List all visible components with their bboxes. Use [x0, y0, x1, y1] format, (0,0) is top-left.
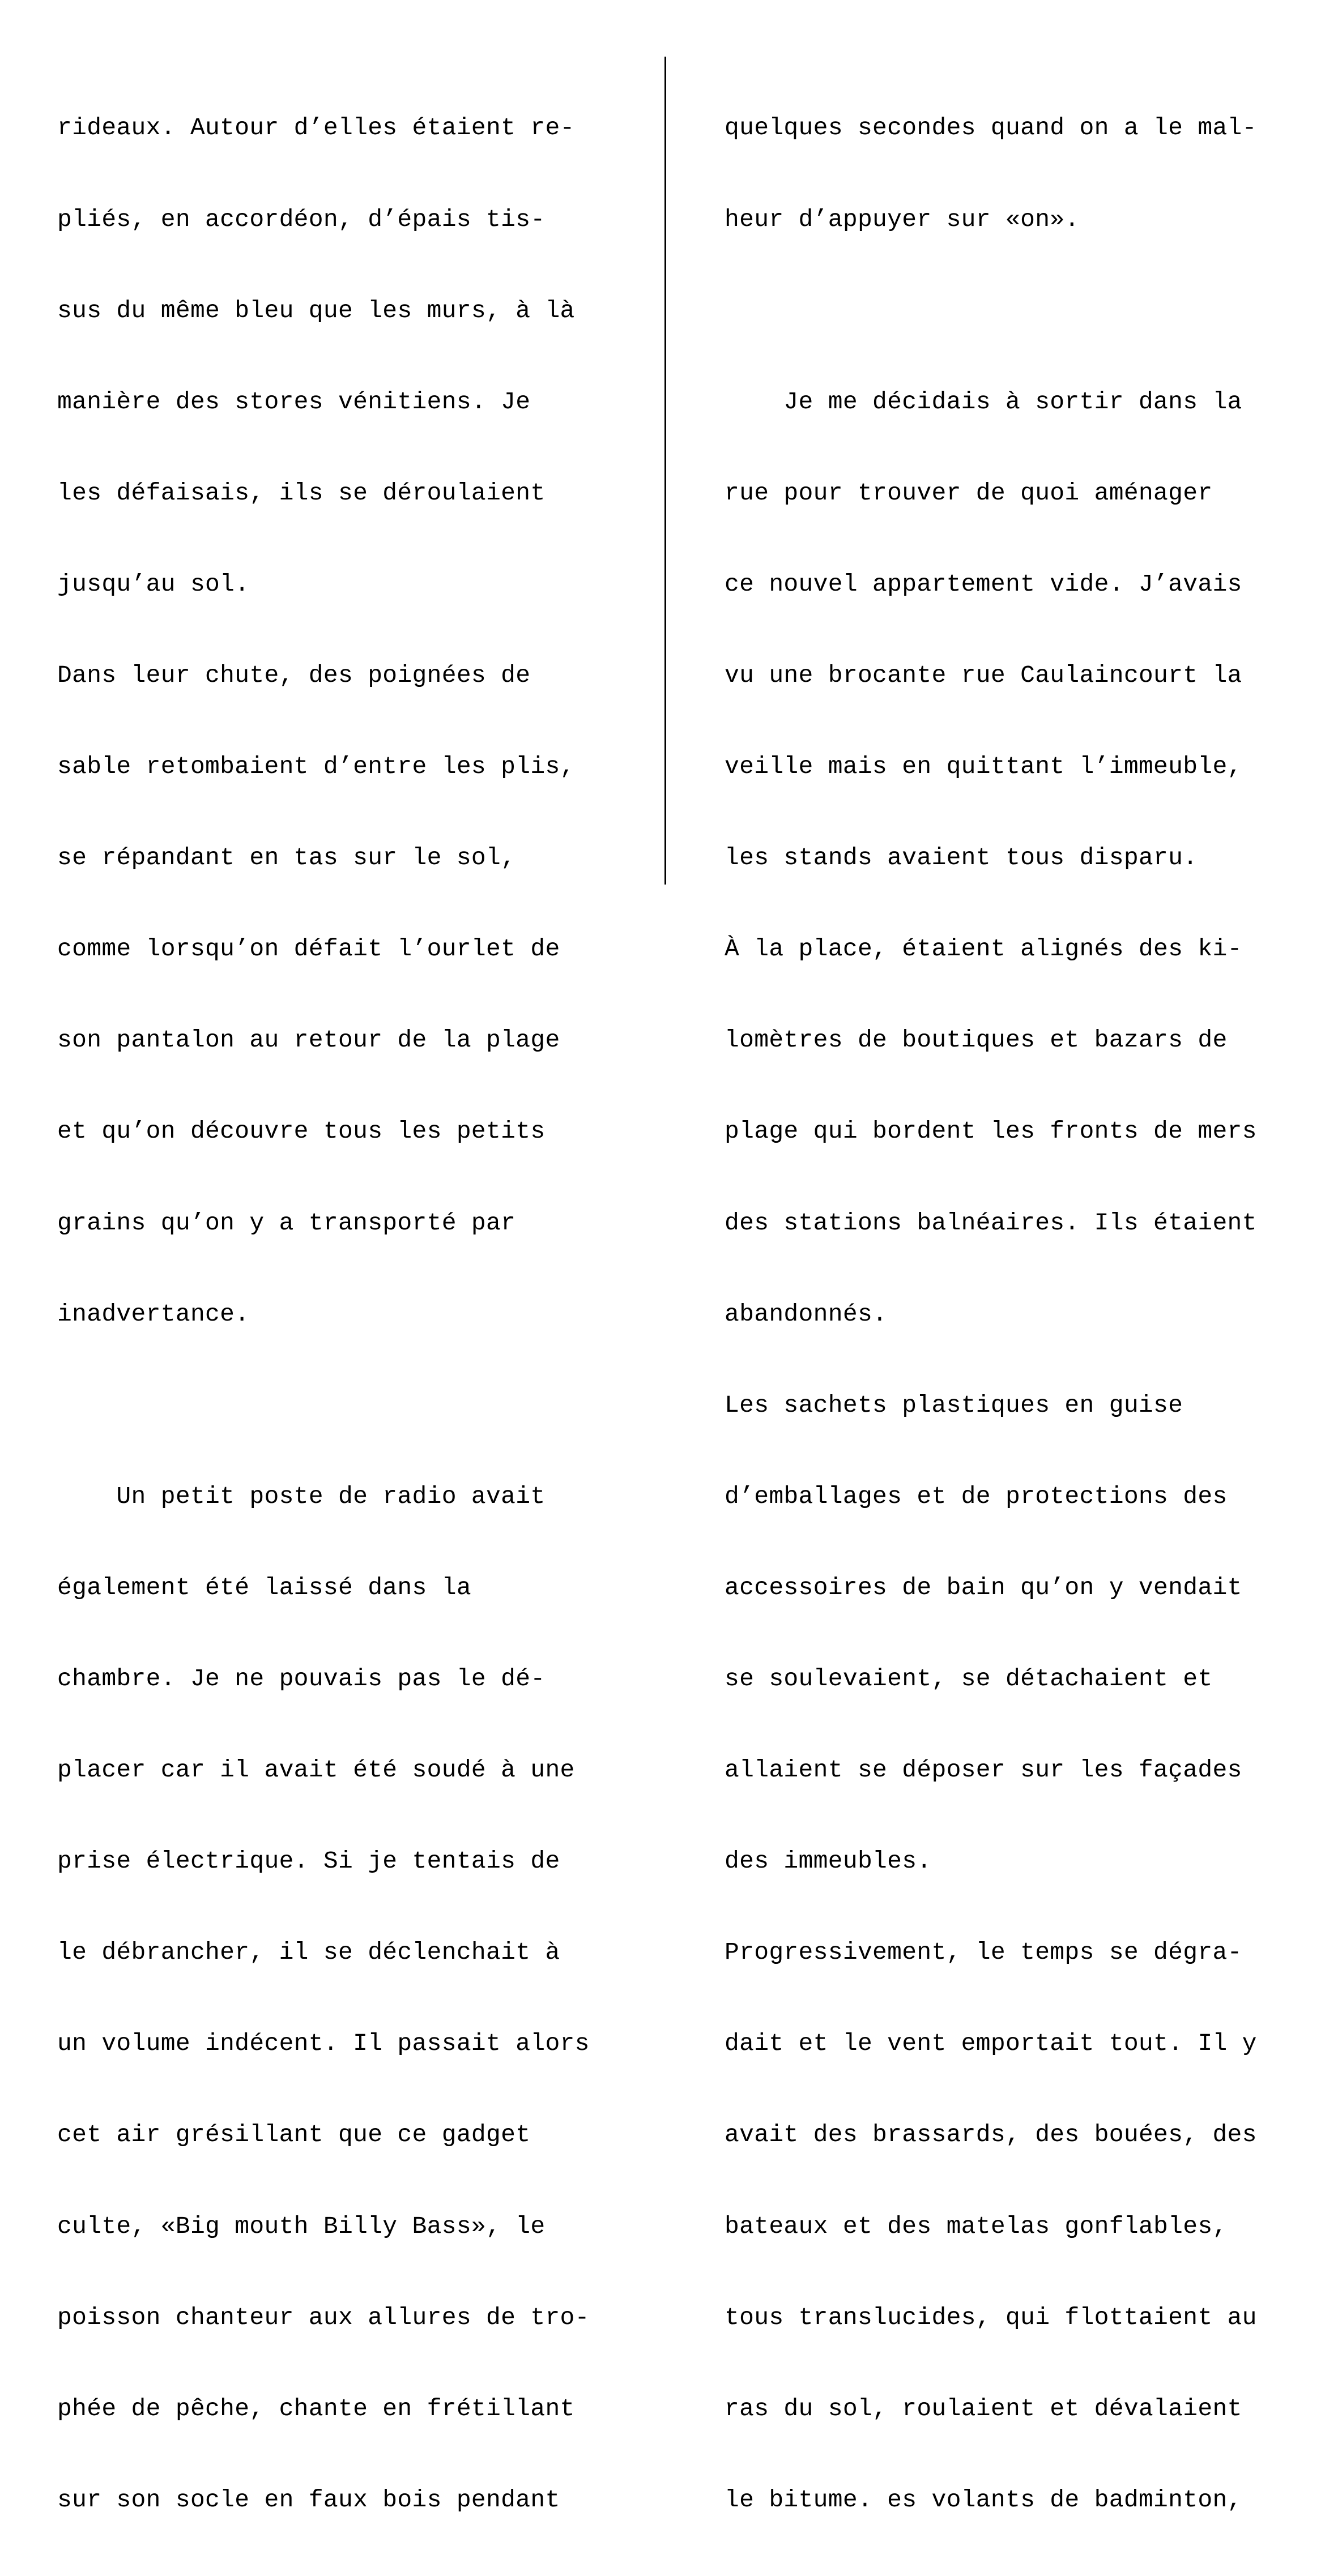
text-line: des stations balnéaires. Ils étaient	[725, 1208, 1257, 1237]
text-line: pliés, en accordéon, d’épais tis-	[57, 205, 546, 233]
text-line: plage qui bordent les fronts de mers	[725, 1117, 1257, 1146]
text-line: dait et le vent emportait tout. Il y	[725, 2030, 1257, 2058]
text-line: cet air grésillant que ce gadget	[57, 2121, 531, 2149]
text-line: bateaux et des matelas gonflables,	[725, 2212, 1228, 2240]
text-line: le débrancher, il se déclenchait à	[57, 1938, 560, 1967]
text-line: ce nouvel appartement vide. J’avais	[725, 570, 1242, 598]
text-line: rue pour trouver de quoi aménager	[725, 479, 1213, 507]
left-column	[57, 52, 590, 2576]
text-line: et qu’on découvre tous les petits	[57, 1117, 546, 1146]
text-line: culte, «Big mouth Billy Bass», le	[57, 2212, 546, 2240]
text-line: vu une brocante rue Caulaincourt la	[725, 661, 1242, 689]
blank-line	[725, 296, 1257, 326]
text-line: un volume indécent. Il passait alors	[57, 2030, 590, 2058]
text-line: heur d’appuyer sur «on».	[725, 205, 1080, 233]
text-line: se répandant en tas sur le sol,	[57, 844, 516, 872]
text-line: sus du même bleu que les murs, à là	[57, 296, 575, 324]
text-line: comme lorsqu’on défait l’ourlet de	[57, 935, 560, 963]
text-line: se soulevaient, se détachaient et	[725, 1665, 1213, 1693]
text-line: prise électrique. Si je tentais de	[57, 1847, 560, 1876]
text-line: sable retombaient d’entre les plis,	[57, 753, 575, 781]
text-line: grains qu’on y a transporté par	[57, 1208, 516, 1237]
text-line: son pantalon au retour de la plage	[57, 1026, 560, 1054]
text-line: tous translucides, qui flottaient au	[725, 2303, 1257, 2331]
text-line: abandonnés.	[725, 1300, 888, 1328]
text-line: phée de pêche, chante en frétillant	[57, 2394, 575, 2423]
right-column	[725, 52, 1257, 2576]
text-line: poisson chanteur aux allures de tro-	[57, 2303, 590, 2331]
text-line: veille mais en quittant l’immeuble,	[725, 753, 1242, 781]
text-line: placer car il avait été soudé à une	[57, 1756, 575, 1784]
text-line: Les sachets plastiques en guise	[725, 1391, 1183, 1419]
text-line: d’emballages et de protections des	[725, 1482, 1228, 1510]
text-line: sur son socle en faux bois pendant	[57, 2485, 560, 2514]
text-line: avait des brassards, des bouées, des	[725, 2121, 1257, 2149]
text-line: quelques secondes quand on a le mal-	[725, 114, 1257, 142]
text-line: accessoires de bain qu’on y vendait	[725, 1573, 1242, 1601]
text-line: chambre. Je ne pouvais pas le dé-	[57, 1665, 546, 1693]
text-line: Progressivement, le temps se dégra-	[725, 1938, 1242, 1967]
column-divider	[664, 57, 666, 885]
text-line: les stands avaient tous disparu.	[725, 844, 1198, 872]
text-line: Je me décidais à sortir dans la	[725, 387, 1242, 416]
text-line: manière des stores vénitiens. Je	[57, 387, 531, 416]
text-line: jusqu’au sol.	[57, 570, 250, 598]
text-line: rideaux. Autour d’elles étaient re-	[57, 114, 575, 142]
text-line: Dans leur chute, des poignées de	[57, 661, 531, 689]
blank-line	[57, 1390, 590, 1421]
text-line: lomètres de boutiques et bazars de	[725, 1026, 1228, 1054]
text-line: des immeubles.	[725, 1847, 932, 1876]
text-line: allaient se déposer sur les façades	[725, 1756, 1242, 1784]
text-line: les défaisais, ils se déroulaient	[57, 479, 546, 507]
text-line: Un petit poste de radio avait	[57, 1482, 546, 1510]
text-line: inadvertance.	[57, 1300, 250, 1328]
text-line: également été laissé dans la	[57, 1573, 471, 1601]
text-line: le bitume. es volants de badminton,	[725, 2485, 1242, 2514]
text-line: ras du sol, roulaient et dévalaient	[725, 2394, 1242, 2423]
text-line: À la place, étaient alignés des ki-	[725, 935, 1242, 963]
